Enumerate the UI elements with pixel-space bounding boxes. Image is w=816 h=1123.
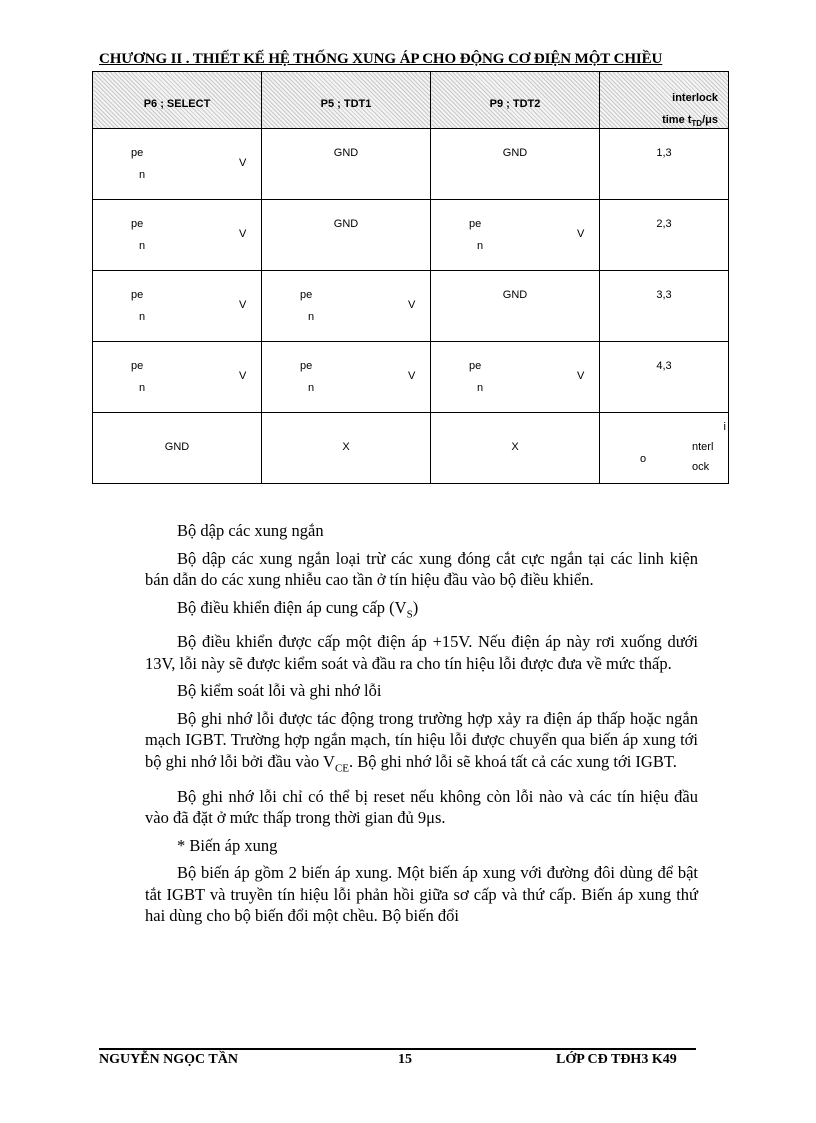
cell-fragment: n xyxy=(139,240,146,252)
table-cell xyxy=(93,271,262,342)
table-cell xyxy=(431,200,600,271)
interlock-time-value: 4,3 xyxy=(656,360,672,372)
interlock-time-value: 1,3 xyxy=(656,147,672,159)
cell-fragment: i xyxy=(723,421,726,433)
cell-fragment: V xyxy=(239,157,247,169)
cell-gnd: GND xyxy=(502,147,528,159)
cell-fragment: n xyxy=(477,382,484,394)
cell-fragment: n xyxy=(308,382,315,394)
table-cell-interlock-time xyxy=(600,200,729,271)
table-cell-interlock-time xyxy=(600,271,729,342)
cell-fragment: V xyxy=(239,228,247,240)
interlock-header-line2: time t xyxy=(662,114,692,126)
paragraph: Bộ điều khiển được cấp một điện áp +15V. Nếu điện áp này rơi xuống dưới 13V, lỗi này sẽ được kiểm soát và đầu ra cho tín hiệu lỗi được đưa về mức thấp. xyxy=(145,632,698,673)
cell-fragment: o xyxy=(640,453,647,465)
table-row xyxy=(93,129,729,200)
paragraph-sub: CE xyxy=(334,762,349,775)
header-cell-select xyxy=(93,72,262,129)
header-label: P6 ; SELECT xyxy=(143,98,211,110)
table-row xyxy=(93,200,729,271)
body-text xyxy=(145,520,698,933)
footer-divider xyxy=(99,1048,696,1050)
cell-fragment: V xyxy=(239,370,247,382)
table-cell xyxy=(431,129,600,200)
cell-fragment: pe xyxy=(300,360,313,372)
heading-text: Bộ điều khiển điện áp cung cấp (V xyxy=(177,597,407,617)
table-cell xyxy=(93,200,262,271)
table-cell xyxy=(262,129,431,200)
interlock-header-line1: interlock xyxy=(672,92,718,104)
cell-fragment: n xyxy=(139,311,146,323)
cell-fragment: n xyxy=(139,382,146,394)
table-cell xyxy=(431,342,600,413)
interlock-time-value: 2,3 xyxy=(656,218,672,230)
cell-fragment: ock xyxy=(692,461,710,473)
cell-gnd: GND xyxy=(164,441,190,453)
section-heading-pulse-suppression: Bộ dập các xung ngắn xyxy=(177,521,324,540)
table-row xyxy=(93,271,729,342)
paragraph: Bộ dập các xung ngắn loại trừ các xung đóng cắt cực ngắn tại các linh kiện bán dẫn do các xung nhiễu cao tần ở tín hiệu đầu vào bộ điều khiển. xyxy=(145,548,698,589)
cell-fragment: pe xyxy=(300,289,313,301)
cell-fragment: V xyxy=(577,370,585,382)
cell-fragment: pe xyxy=(469,360,482,372)
table-cell xyxy=(431,413,600,484)
header-label: P9 ; TDT2 xyxy=(489,98,541,110)
heading-sub: S xyxy=(406,607,413,620)
cell-fragment: V xyxy=(577,228,585,240)
cell-fragment: n xyxy=(477,240,484,252)
cell-fragment: n xyxy=(139,169,146,181)
table-cell-interlock-time xyxy=(600,342,729,413)
interlock-table xyxy=(92,71,729,484)
table-cell xyxy=(262,271,431,342)
footer-class: LỚP CĐ TĐH3 K49 xyxy=(556,1052,677,1067)
paragraph-part: . Bộ ghi nhớ lỗi sẽ khoá tất cả các xung tới IGBT. xyxy=(349,751,677,771)
table-cell xyxy=(93,342,262,413)
header-label: P5 ; TDT1 xyxy=(320,98,372,110)
cell-fragment: pe xyxy=(131,218,144,230)
table-header-row xyxy=(93,72,729,129)
table-row-last xyxy=(93,413,729,484)
table-cell xyxy=(262,200,431,271)
cell-fragment: pe xyxy=(469,218,482,230)
table-cell xyxy=(93,129,262,200)
section-heading-pulse-transformer: * Biến áp xung xyxy=(177,835,278,855)
table-row xyxy=(93,342,729,413)
cell-fragment: n xyxy=(308,311,315,323)
page-header-title: CHƯƠNG II . THIẾT KẾ HỆ THỐNG XUNG ÁP CHO ĐỘNG CƠ ĐIỆN MỘT CHIỀU xyxy=(99,51,663,67)
table-cell xyxy=(262,413,431,484)
cell-gnd: GND xyxy=(333,218,359,230)
table-cell xyxy=(600,413,729,484)
interlock-time-value: 3,3 xyxy=(656,289,672,301)
header-cell-interlock xyxy=(600,72,729,129)
paragraph: Bộ biến áp gồm 2 biến áp xung. Một biến áp xung với đường đôi dùng để bật tắt IGBT và truyền tín hiệu lỗi phản hồi giữa sơ cấp và thứ cấp. Biến áp xung thứ hai dùng cho bộ biến đổi một chều. Bộ biến đổi xyxy=(145,863,698,926)
paragraph: Bộ ghi nhớ lỗi chỉ có thể bị reset nếu không còn lỗi nào và các tín hiệu đầu vào đã đặt ở mức thấp trong thời gian đủ 9μs. xyxy=(145,786,698,828)
cell-x: X xyxy=(511,441,519,453)
interlock-header-unit: /μs xyxy=(702,114,718,126)
footer-page-number: 15 xyxy=(398,1052,412,1067)
cell-x: X xyxy=(342,441,350,453)
table-cell xyxy=(262,342,431,413)
cell-fragment: pe xyxy=(131,147,144,159)
header-cell-tdt2 xyxy=(431,72,600,129)
section-heading-error-memory: Bộ kiểm soát lỗi và ghi nhớ lỗi xyxy=(177,681,382,701)
table-body xyxy=(93,129,729,413)
table-cell xyxy=(431,271,600,342)
cell-fragment: nterl xyxy=(692,441,714,453)
section-heading-supply-control xyxy=(145,597,698,626)
paragraph xyxy=(145,708,698,780)
cell-fragment: V xyxy=(239,299,247,311)
footer-author: NGUYỄN NGỌC TẦN xyxy=(99,1052,238,1067)
heading-end: ) xyxy=(412,597,419,617)
cell-fragment: pe xyxy=(131,360,144,372)
cell-fragment: pe xyxy=(131,289,144,301)
cell-gnd: GND xyxy=(502,289,528,301)
cell-fragment: V xyxy=(408,370,416,382)
table-cell-interlock-time xyxy=(600,129,729,200)
cell-gnd: GND xyxy=(333,147,359,159)
interlock-header-sub: TD xyxy=(691,119,703,129)
cell-fragment: V xyxy=(408,299,416,311)
table-cell xyxy=(93,413,262,484)
paragraph-part: Bộ ghi nhớ lỗi được tác động trong trường hợp xảy ra điện áp thấp hoặc ngắn mạch IGBT. Trường hợp ngắn mạch, tín hiệu lỗi được chuyển qua biến áp xung tới bộ ghi nhớ lỗi bởi đầu vào V xyxy=(145,708,698,771)
header-cell-tdt1 xyxy=(262,72,431,129)
